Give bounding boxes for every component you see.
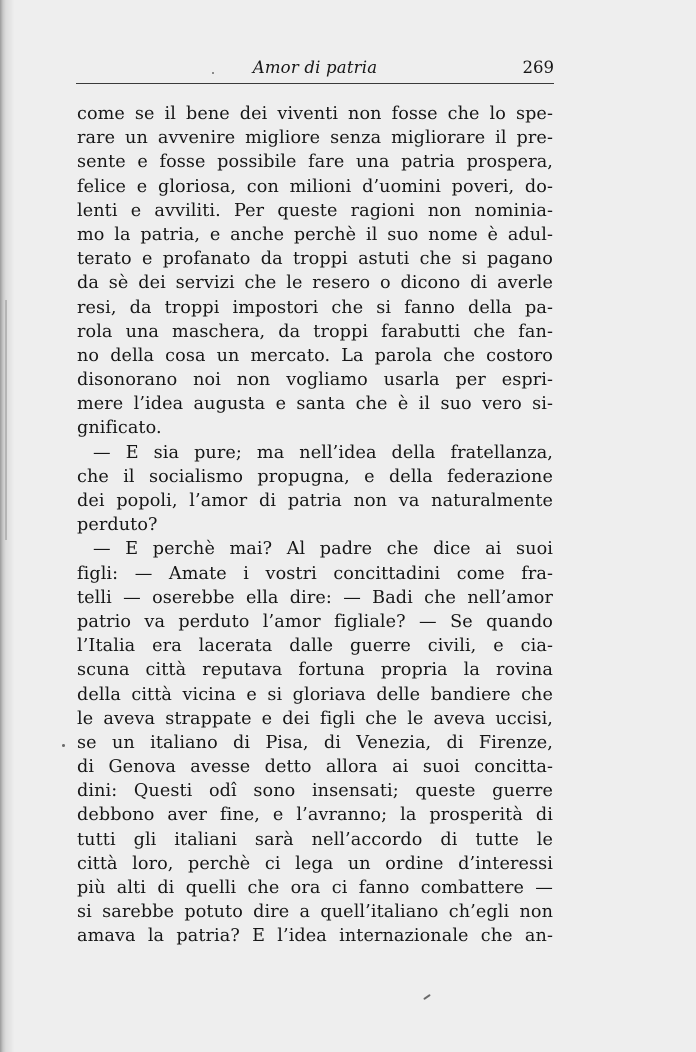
print-speck [423, 994, 431, 1000]
body-text [77, 102, 553, 949]
text-line: lenti e avviliti. Per queste ragioni non nominia- [77, 200, 553, 221]
text-line: dini: Questi odî sono insensati; queste guerre [77, 781, 553, 802]
text-line: patrio va perduto l’amor figliale? — Se quando [77, 611, 553, 632]
text-line: figli: — Amate i vostri concittadini come fra- [77, 563, 553, 584]
page-number: 269 [522, 58, 554, 77]
text-line: le aveva strappate e dei figli che le aveva uccisi, [77, 708, 553, 729]
print-speck [212, 72, 214, 74]
text-line: telli — oserebbe ella dire: — Badi che nell’amor [77, 587, 553, 608]
text-line: dei popoli, l’amor di patria non va naturalmente [77, 491, 553, 511]
page-gutter-shadow [0, 0, 14, 1052]
text-line: — E sia pure; ma nell’idea della fratellanza, [93, 442, 553, 463]
text-line: rola una maschera, da troppi farabutti che fan- [77, 321, 553, 342]
text-line: della città vicina e si gloriava delle bandiere che [77, 684, 553, 705]
gutter-line [5, 300, 7, 540]
running-title: Amor di patria [252, 58, 378, 77]
text-line: felice e gloriosa, con milioni d’uomini poveri, do- [77, 176, 553, 197]
text-line: da sè dei servizi che le resero o dicono di averle [77, 273, 553, 294]
text-line: mere l’idea augusta e santa che è il suo vero si- [77, 394, 553, 415]
text-line: tutti gli italiani sarà nell’accordo di tutte le [77, 829, 553, 850]
page-header [76, 56, 554, 86]
text-line: gnificato. [77, 418, 162, 439]
text-line: — E perchè mai? Al padre che dice ai suoi [93, 539, 553, 560]
text-line: scuna città reputava fortuna propria la rovina [77, 660, 553, 681]
text-line: che il socialismo propugna, e della federazione [77, 466, 553, 487]
text-line: l’Italia era lacerata dalle guerre civili, e cia- [77, 636, 553, 657]
text-line: resi, da troppi impostori che si fanno della pa- [77, 297, 553, 318]
text-line: più alti di quelli che ora ci fanno combattere — [77, 878, 553, 898]
text-line: di Genova avesse detto allora ai suoi concitta- [77, 757, 553, 778]
print-speck [62, 744, 65, 747]
text-line: perduto? [77, 515, 158, 536]
text-line: se un italiano di Pisa, di Venezia, di Firenze, [77, 732, 553, 753]
text-line: sente e fosse possibile fare una patria prospera, [77, 152, 553, 173]
text-line: come se il bene dei viventi non fosse che lo spe- [77, 104, 553, 124]
text-line: amava la patria? E l’idea internazionale che an- [77, 926, 553, 947]
text-line: debbono aver fine, e l’avranno; la prosperità di [77, 805, 553, 826]
text-line: rare un avvenire migliore senza migliorare il pre- [77, 128, 553, 149]
text-line: disonorano noi non vogliamo usarla per espri- [77, 370, 553, 391]
text-line: si sarebbe potuto dire a quell’italiano ch’egli non [77, 902, 553, 923]
text-line: città loro, perchè ci lega un ordine d’interessi [77, 853, 553, 874]
header-rule [76, 83, 554, 84]
text-line: no della cosa un mercato. La parola che costoro [77, 345, 553, 366]
text-line: mo la patria, e anche perchè il suo nome è adul- [77, 224, 553, 245]
text-line: terato e profanato da troppi astuti che si pagano [77, 249, 553, 270]
